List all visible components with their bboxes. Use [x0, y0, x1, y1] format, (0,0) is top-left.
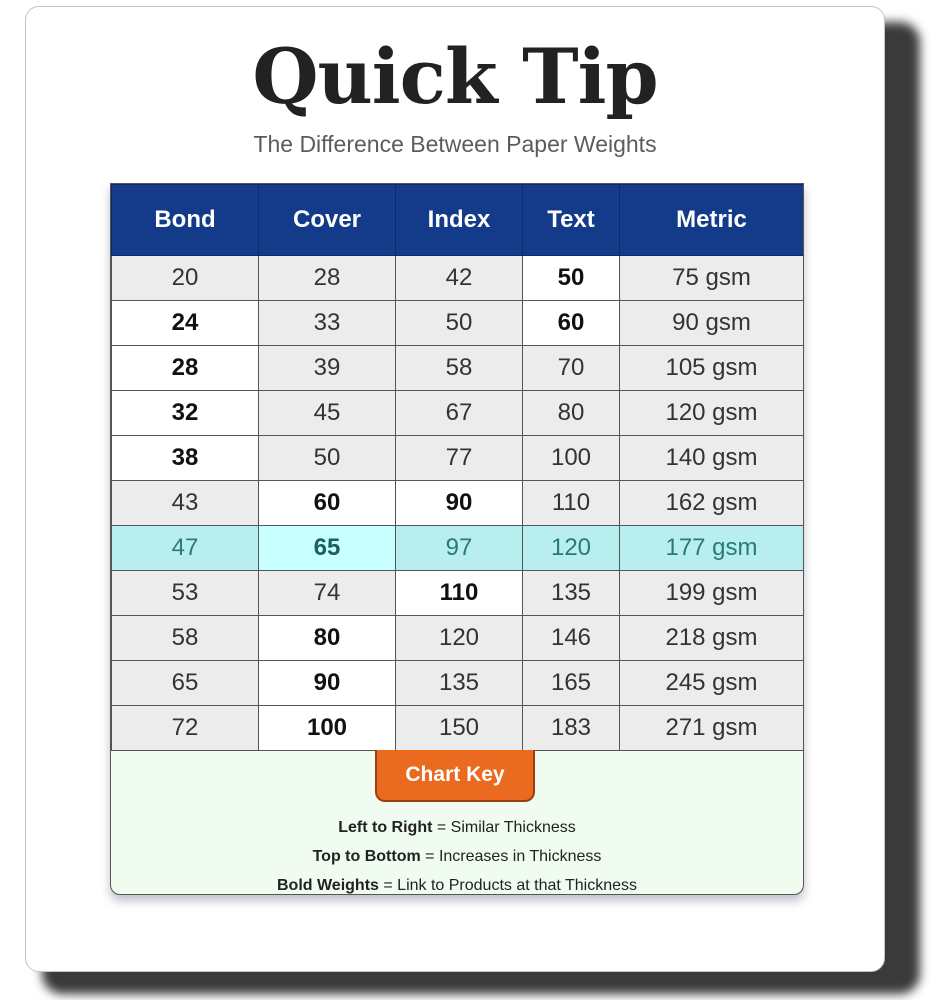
key-line-left-to-right [111, 813, 803, 842]
key-line-bold-weights [111, 871, 803, 895]
cell-cover: 50 [259, 436, 396, 481]
chart-key-button[interactable]: Chart Key [375, 750, 535, 802]
table-row [112, 436, 804, 481]
cell-cover: 45 [259, 391, 396, 436]
table-row [112, 526, 804, 571]
cell-bond: 58 [112, 616, 259, 661]
cell-index: 120 [396, 616, 523, 661]
page-subtitle: The Difference Between Paper Weights [253, 131, 657, 157]
cell-cover[interactable]: 60 [259, 481, 396, 526]
cell-bond[interactable]: 28 [112, 346, 259, 391]
cell-index: 58 [396, 346, 523, 391]
key-desc: = Increases in Thickness [425, 848, 602, 865]
column-header-text: Text [523, 185, 620, 256]
cell-text[interactable]: 60 [523, 301, 620, 346]
table-row [112, 481, 804, 526]
cell-index[interactable]: 110 [396, 571, 523, 616]
cell-index: 135 [396, 661, 523, 706]
cell-cover: 28 [259, 256, 396, 301]
cell-index: 42 [396, 256, 523, 301]
cell-index: 77 [396, 436, 523, 481]
cell-text: 146 [523, 616, 620, 661]
cell-metric: 177 gsm [620, 526, 804, 571]
table-row [112, 661, 804, 706]
cell-metric: 120 gsm [620, 391, 804, 436]
table-row [112, 256, 804, 301]
cell-metric: 199 gsm [620, 571, 804, 616]
cell-bond[interactable]: 38 [112, 436, 259, 481]
cell-bond: 72 [112, 706, 259, 751]
cell-index[interactable]: 90 [396, 481, 523, 526]
cell-metric: 271 gsm [620, 706, 804, 751]
page-title: Quick Tip [252, 32, 658, 121]
table-row [112, 706, 804, 751]
cell-cover[interactable]: 90 [259, 661, 396, 706]
cell-text: 183 [523, 706, 620, 751]
cell-metric: 90 gsm [620, 301, 804, 346]
cell-text: 110 [523, 481, 620, 526]
cell-text: 165 [523, 661, 620, 706]
cell-metric: 140 gsm [620, 436, 804, 481]
table-row [112, 301, 804, 346]
cell-index: 150 [396, 706, 523, 751]
cell-text[interactable]: 50 [523, 256, 620, 301]
cell-cover: 39 [259, 346, 396, 391]
cell-cover[interactable]: 100 [259, 706, 396, 751]
cell-cover[interactable]: 65 [259, 526, 396, 571]
quick-tip-card [25, 6, 885, 972]
cell-metric: 218 gsm [620, 616, 804, 661]
cell-bond[interactable]: 24 [112, 301, 259, 346]
cell-cover[interactable]: 80 [259, 616, 396, 661]
table-row [112, 616, 804, 661]
key-line-top-to-bottom [111, 842, 803, 871]
column-header-index: Index [396, 185, 523, 256]
cell-metric: 75 gsm [620, 256, 804, 301]
cell-text: 100 [523, 436, 620, 481]
key-term: Bold Weights [277, 877, 379, 894]
column-header-bond: Bond [112, 185, 259, 256]
cell-text: 80 [523, 391, 620, 436]
table-row [112, 571, 804, 616]
cell-text: 120 [523, 526, 620, 571]
paper-weight-table [111, 184, 804, 751]
cell-bond: 43 [112, 481, 259, 526]
table-body [112, 256, 804, 751]
table-row [112, 391, 804, 436]
key-term: Top to Bottom [312, 848, 421, 865]
chart-key-panel [111, 751, 803, 895]
cell-bond: 65 [112, 661, 259, 706]
chart-key-legend [111, 813, 803, 895]
cell-bond: 47 [112, 526, 259, 571]
cell-cover: 74 [259, 571, 396, 616]
cell-metric: 162 gsm [620, 481, 804, 526]
column-header-cover: Cover [259, 185, 396, 256]
column-header-metric: Metric [620, 185, 804, 256]
table-header-row [112, 185, 804, 256]
cell-index: 50 [396, 301, 523, 346]
cell-index: 67 [396, 391, 523, 436]
paper-weight-table-panel [110, 183, 804, 895]
cell-text: 70 [523, 346, 620, 391]
cell-cover: 33 [259, 301, 396, 346]
cell-bond[interactable]: 32 [112, 391, 259, 436]
key-term: Left to Right [338, 819, 433, 836]
cell-bond: 20 [112, 256, 259, 301]
cell-metric: 105 gsm [620, 346, 804, 391]
table-row [112, 346, 804, 391]
cell-index: 97 [396, 526, 523, 571]
cell-text: 135 [523, 571, 620, 616]
cell-metric: 245 gsm [620, 661, 804, 706]
key-desc: = Link to Products at that Thickness [383, 877, 637, 894]
cell-bond: 53 [112, 571, 259, 616]
key-desc: = Similar Thickness [436, 819, 576, 836]
